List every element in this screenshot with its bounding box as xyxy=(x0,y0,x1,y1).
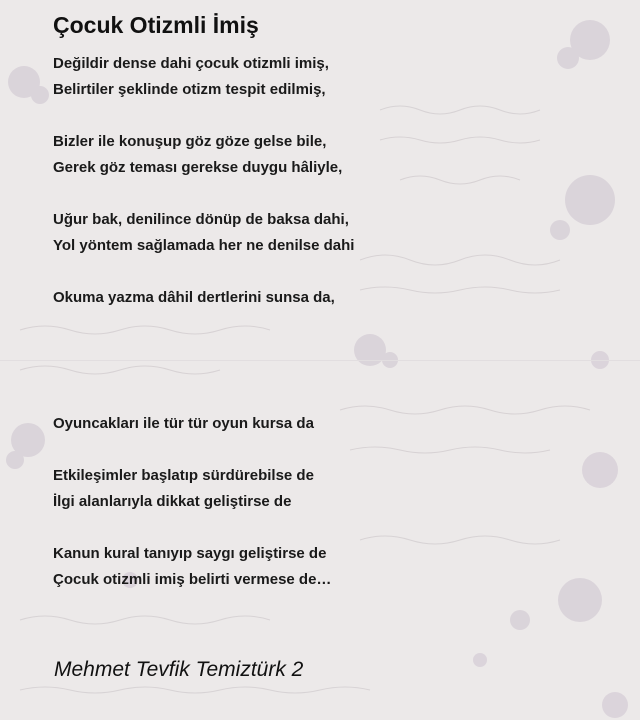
poem-line: Okuma yazma dâhil dertlerini sunsa da, xyxy=(53,289,335,306)
poem-line: Çocuk otizmli imiş belirti vermese de… xyxy=(53,571,332,588)
poem-line: Oyuncakları ile tür tür oyun kursa da xyxy=(53,415,314,432)
poem-title: Çocuk Otizmli İmiş xyxy=(53,12,259,38)
poem-line: Uğur bak, denilince dönüp de baksa dahi, xyxy=(53,211,349,228)
poem-line: Bizler ile konuşup göz göze gelse bile, xyxy=(53,133,327,150)
poem-line: İlgi alanlarıyla dikkat geliştirse de xyxy=(53,493,292,510)
poem-line: Kanun kural tanıyıp saygı geliştirse de xyxy=(53,545,327,562)
poem-author: Mehmet Tevfik Temiztürk 2 xyxy=(54,658,304,681)
poem-line: Belirtiler şeklinde otizm tespit edilmiş, xyxy=(53,81,326,98)
poem-line: Değildir dense dahi çocuk otizmli imiş, xyxy=(53,55,329,72)
poem-line: Gerek göz teması gerekse duygu hâliyle, xyxy=(53,159,343,176)
poem-line: Yol yöntem sağlamada her ne denilse dahi xyxy=(53,237,355,254)
poem-line: Etkileşimler başlatıp sürdürebilse de xyxy=(53,467,314,484)
